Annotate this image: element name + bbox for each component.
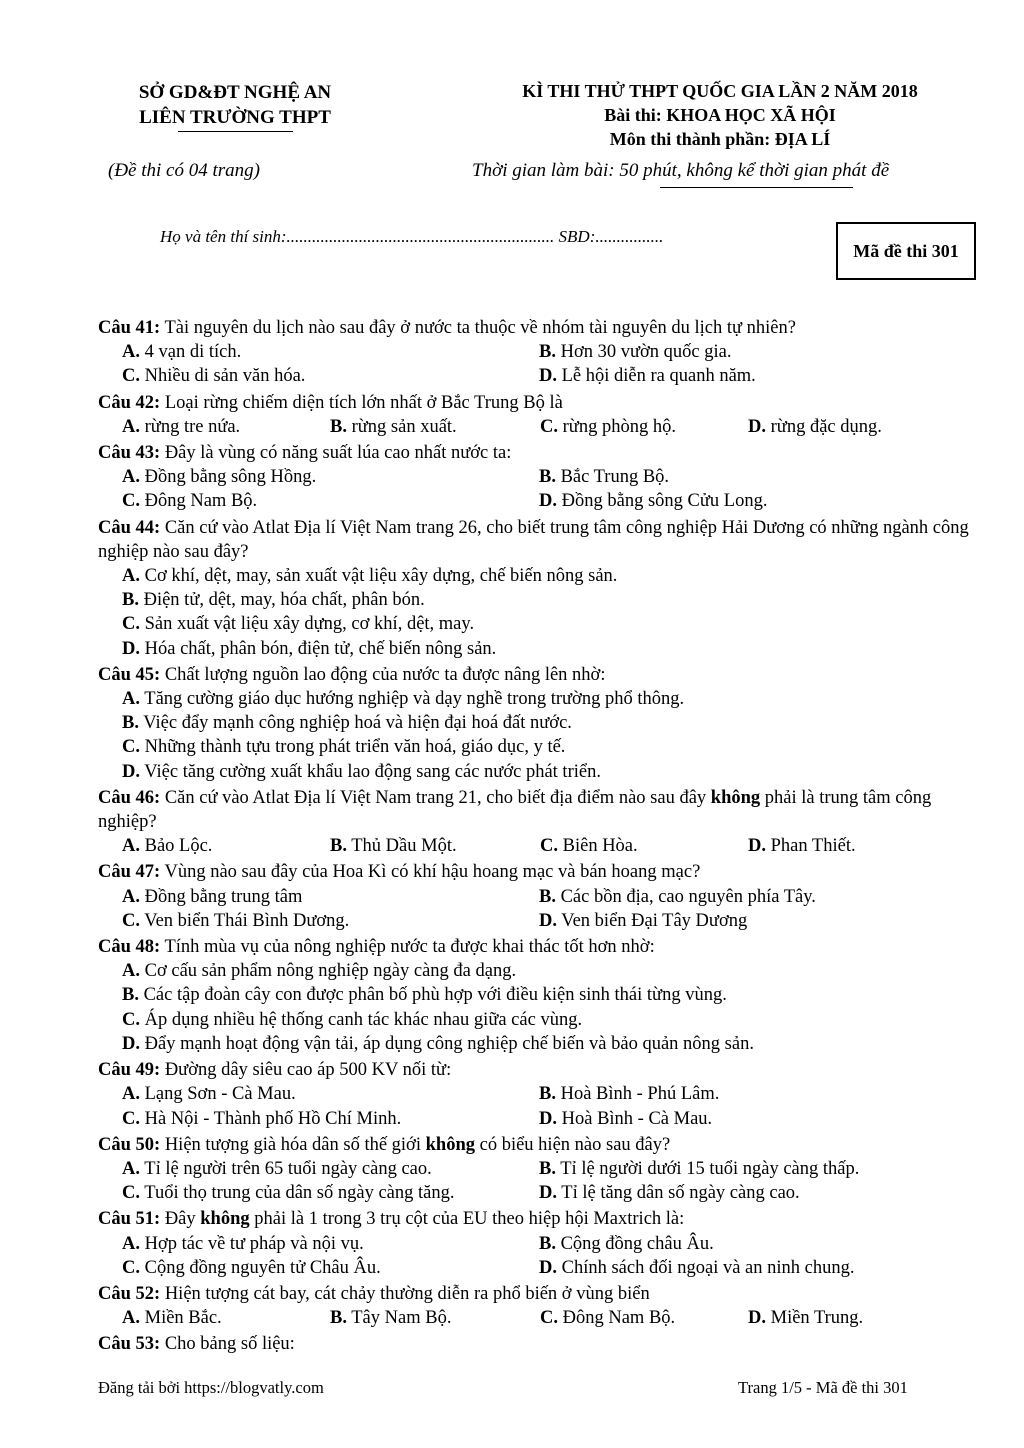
answer-option — [330, 415, 540, 439]
answer-option — [539, 1082, 979, 1106]
answer-options — [98, 1157, 988, 1205]
option-letter: D. — [122, 761, 140, 782]
answer-option — [122, 588, 988, 612]
option-text: 4 vạn di tích. — [140, 342, 242, 363]
question-stem — [98, 663, 988, 687]
question-50 — [98, 1133, 988, 1206]
exam-code-box — [836, 222, 976, 280]
option-text: Miền Trung. — [766, 1308, 864, 1329]
question-text: Tài nguyên du lịch nào sau đây ở nước ta thuộc về nhóm tài nguyên du lịch tự nhiên? — [160, 318, 796, 338]
answer-option — [122, 909, 539, 933]
option-text: Các bồn địa, cao nguyên phía Tây. — [555, 886, 816, 907]
question-label: Câu 47: — [98, 862, 161, 883]
answer-option — [122, 489, 539, 513]
question-text: Cho bảng số liệu: — [160, 1334, 295, 1355]
option-letter: A. — [122, 1084, 140, 1105]
answer-options — [98, 340, 988, 388]
option-text: Đồng bằng sông Cửu Long. — [557, 491, 768, 512]
footer-source: Đăng tải bởi https://blogvatly.com — [98, 1378, 324, 1397]
question-stem — [98, 1133, 988, 1157]
option-text: Bảo Lộc. — [140, 836, 213, 857]
time-underline — [660, 187, 853, 188]
option-letter: C. — [122, 614, 140, 635]
question-emphasis: không — [425, 1134, 475, 1155]
option-letter: B. — [122, 985, 139, 1006]
answer-option — [748, 834, 948, 858]
option-letter: A. — [122, 342, 140, 363]
option-text: Lễ hội diễn ra quanh năm. — [557, 366, 756, 387]
answer-option — [330, 834, 540, 858]
footer-page: Trang 1/5 - Mã đề thi 301 — [738, 1378, 908, 1397]
option-letter: B. — [539, 1158, 556, 1179]
answer-option — [122, 834, 330, 858]
option-text: Áp dụng nhiều hệ thống canh tác khác nhau giữa các vùng. — [140, 1009, 583, 1030]
option-text: Đẩy mạnh hoạt động vận tải, áp dụng công nghiệp chế biến và bảo quản nông sản. — [140, 1033, 754, 1054]
option-text: Ven biển Thái Bình Dương. — [140, 910, 350, 931]
school-underline — [178, 131, 293, 132]
option-text: rừng phòng hộ. — [558, 416, 676, 437]
option-letter: B. — [539, 1084, 556, 1105]
question-label: Câu 52: — [98, 1283, 161, 1304]
option-text: Hoà Bình - Phú Lâm. — [555, 1084, 720, 1105]
answer-option — [122, 1157, 539, 1181]
option-letter: C. — [122, 1009, 140, 1030]
answer-option — [539, 364, 979, 388]
question-text: Đường dây siêu cao áp 500 KV nối từ: — [160, 1060, 452, 1081]
option-text: Tỉ lệ người trên 65 tuổi ngày càng cao. — [140, 1158, 432, 1179]
question-42 — [98, 391, 988, 439]
option-text: Điện tử, dệt, may, hóa chất, phân bón. — [138, 590, 425, 611]
answer-option — [122, 711, 988, 735]
question-label: Câu 42: — [98, 392, 161, 413]
answer-option — [122, 612, 988, 636]
question-emphasis: không — [200, 1209, 250, 1230]
option-text: Hợp tác về tư pháp và nội vụ. — [140, 1233, 364, 1254]
question-text: Căn cứ vào Atlat Địa lí Việt Nam trang 21, cho biết địa điểm nào sau đây — [160, 787, 711, 808]
answer-option — [539, 340, 979, 364]
department-name: SỞ GD&ĐT NGHỆ AN — [138, 82, 332, 103]
option-text: Hơn 30 vườn quốc gia. — [555, 342, 732, 363]
option-text: Việc đẩy mạnh công nghiệp hoá và hiện đại hoá đất nước. — [138, 713, 572, 734]
answer-option — [540, 1306, 748, 1330]
option-letter: A. — [122, 836, 140, 857]
option-letter: A. — [122, 467, 140, 488]
option-letter: C. — [540, 1308, 558, 1329]
question-text: Căn cứ vào Atlat Địa lí Việt Nam trang 26, cho biết trung tâm công nghiệp Hải Dương có những ngành công nghiệp nào sau đây? — [98, 517, 969, 562]
option-text: Hoà Bình - Cà Mau. — [557, 1108, 713, 1129]
question-emphasis: không — [710, 787, 761, 808]
answer-option — [122, 1256, 539, 1280]
question-label: Câu 43: — [98, 443, 161, 464]
answer-option — [122, 564, 988, 588]
option-letter: D. — [748, 836, 766, 857]
question-stem — [98, 860, 988, 884]
option-letter: B. — [330, 836, 347, 857]
option-text: Miền Bắc. — [140, 1308, 222, 1329]
question-text: Hiện tượng già hóa dân số thế giới — [160, 1134, 426, 1155]
question-label: Câu 44: — [98, 517, 161, 538]
option-letter: D. — [748, 416, 766, 437]
question-text: Tính mùa vụ của nông nghiệp nước ta được khai thác tốt hơn nhờ: — [160, 937, 655, 958]
option-text: rừng tre nứa. — [140, 416, 241, 437]
option-letter: D. — [539, 366, 557, 387]
option-text: Hóa chất, phân bón, điện tử, chế biến nông sản. — [140, 638, 497, 659]
option-text: Những thành tựu trong phát triển văn hoá, giáo dục, y tế. — [140, 737, 566, 758]
answer-option — [122, 1232, 539, 1256]
option-letter: D. — [539, 491, 557, 512]
answer-option — [540, 415, 748, 439]
option-text: Các tập đoàn cây con được phân bố phù hợp với điều kiện sinh thái từng vùng. — [138, 985, 727, 1006]
question-52 — [98, 1282, 988, 1330]
question-51 — [98, 1207, 988, 1280]
option-text: Tỉ lệ người dưới 15 tuổi ngày càng thấp. — [555, 1158, 860, 1179]
option-letter: D. — [539, 910, 557, 931]
answer-option — [122, 364, 539, 388]
question-45 — [98, 663, 988, 784]
option-text: Cơ khí, dệt, may, sản xuất vật liệu xây dựng, chế biến nông sản. — [140, 566, 618, 587]
option-letter: B. — [330, 1308, 347, 1329]
answer-option — [539, 489, 979, 513]
exam-title: KÌ THI THỬ THPT QUỐC GIA LẦN 2 NĂM 2018 — [522, 81, 918, 101]
option-letter: D. — [539, 1257, 557, 1278]
option-letter: A. — [122, 961, 140, 982]
option-text: Cộng đồng châu Âu. — [555, 1233, 714, 1254]
option-text: Thủ Dầu Một. — [346, 836, 457, 857]
answer-options — [98, 959, 988, 1056]
question-text: Hiện tượng cát bay, cát chảy thường diễn ra phổ biến ở vùng biển — [160, 1283, 650, 1304]
answer-options — [98, 687, 988, 784]
answer-option — [122, 687, 988, 711]
option-text: Đông Nam Bộ. — [558, 1308, 676, 1329]
question-41 — [98, 316, 988, 389]
option-text: Đồng bằng sông Hồng. — [140, 467, 317, 488]
question-label: Câu 45: — [98, 664, 161, 685]
answer-option — [122, 340, 539, 364]
school-header — [90, 80, 380, 130]
option-text: Việc tăng cường xuất khẩu lao động sang các nước phát triển. — [140, 761, 601, 782]
option-letter: B. — [539, 342, 556, 363]
option-letter: C. — [122, 1257, 140, 1278]
question-text-cont: phải là 1 trong 3 trụ cột của EU theo hiệp hội Maxtrich là: — [249, 1209, 685, 1230]
option-text: Ven biển Đại Tây Dương — [557, 910, 748, 931]
question-49 — [98, 1058, 988, 1131]
option-letter: D. — [539, 1183, 557, 1204]
question-47 — [98, 860, 988, 933]
option-text: Cộng đồng nguyên tử Châu Âu. — [140, 1257, 381, 1278]
option-letter: A. — [122, 1233, 140, 1254]
answer-option — [122, 735, 988, 759]
question-stem — [98, 441, 988, 465]
option-letter: A. — [122, 689, 140, 710]
exam-subject-group: Bài thi: KHOA HỌC XÃ HỘI — [604, 105, 836, 125]
question-43 — [98, 441, 988, 514]
option-text: Đồng bằng trung tâm — [140, 886, 303, 907]
option-text: Nhiều di sản văn hóa. — [140, 366, 306, 387]
question-text: Chất lượng nguồn lao động của nước ta được nâng lên nhờ: — [160, 664, 606, 685]
option-letter: A. — [122, 416, 140, 437]
option-letter: D. — [122, 638, 140, 659]
question-text: Đây là vùng có năng suất lúa cao nhất nước ta: — [160, 443, 512, 464]
option-letter: B. — [122, 590, 139, 611]
question-stem — [98, 1282, 988, 1306]
option-text: Lạng Sơn - Cà Mau. — [140, 1084, 296, 1105]
answer-option — [122, 760, 988, 784]
question-stem — [98, 1332, 988, 1356]
option-text: Cơ cấu sản phẩm nông nghiệp ngày càng đa dạng. — [140, 961, 517, 982]
answer-option — [539, 1181, 979, 1205]
option-letter: C. — [122, 491, 140, 512]
option-letter: B. — [539, 886, 556, 907]
answer-option — [122, 1181, 539, 1205]
question-label: Câu 49: — [98, 1060, 161, 1081]
question-text-cont: có biểu hiện nào sau đây? — [475, 1134, 671, 1155]
question-label: Câu 51: — [98, 1209, 161, 1230]
option-letter: B. — [539, 1233, 556, 1254]
option-letter: C. — [122, 910, 140, 931]
option-text: rừng sản xuất. — [346, 416, 457, 437]
answer-option — [122, 1306, 330, 1330]
question-list — [98, 316, 988, 1359]
option-text: Tây Nam Bộ. — [346, 1308, 452, 1329]
answer-option — [122, 1107, 539, 1131]
option-letter: C. — [122, 366, 140, 387]
question-46 — [98, 786, 988, 859]
option-text: Bắc Trung Bộ. — [555, 467, 670, 488]
option-text: Sản xuất vật liệu xây dựng, cơ khí, dệt, may. — [140, 614, 475, 635]
option-letter: B. — [330, 416, 347, 437]
exam-header — [455, 79, 985, 151]
option-letter: D. — [122, 1033, 140, 1054]
option-letter: D. — [539, 1108, 557, 1129]
question-text-cont: phải là trung tâm công nghiệp? — [98, 787, 932, 833]
answer-options — [98, 1232, 988, 1280]
question-label: Câu 50: — [98, 1134, 161, 1155]
answer-options — [98, 465, 988, 513]
answer-option — [539, 1107, 979, 1131]
question-53 — [98, 1332, 988, 1356]
option-letter: A. — [122, 886, 140, 907]
answer-options — [98, 885, 988, 933]
answer-option — [122, 959, 988, 983]
answer-option — [122, 1082, 539, 1106]
answer-options — [98, 415, 988, 439]
answer-option — [330, 1306, 540, 1330]
option-letter: A. — [122, 1158, 140, 1179]
question-stem — [98, 516, 988, 564]
answer-options — [98, 1082, 988, 1130]
answer-option — [539, 1232, 979, 1256]
answer-option — [122, 415, 330, 439]
question-stem — [98, 935, 988, 959]
option-letter: A. — [122, 1308, 140, 1329]
option-text: Hà Nội - Thành phố Hồ Chí Minh. — [140, 1108, 402, 1129]
exam-code: Mã đề thi 301 — [853, 240, 959, 261]
option-letter: B. — [122, 713, 139, 734]
question-label: Câu 46: — [98, 787, 161, 808]
option-text: rừng đặc dụng. — [766, 416, 882, 437]
question-stem — [98, 1207, 988, 1231]
option-text: Tuổi thọ trung của dân số ngày càng tăng. — [140, 1183, 455, 1204]
answer-option — [539, 909, 979, 933]
option-letter: C. — [122, 1108, 140, 1129]
question-label: Câu 53: — [98, 1334, 161, 1355]
exam-subject: Môn thi thành phần: ĐỊA LÍ — [609, 129, 831, 149]
question-label: Câu 48: — [98, 937, 161, 958]
question-stem — [98, 316, 988, 340]
option-text: Tăng cường giáo dục hướng nghiệp và dạy nghề trong trường phổ thông. — [140, 689, 685, 710]
answer-option — [540, 834, 748, 858]
answer-option — [748, 415, 948, 439]
option-letter: C. — [122, 1183, 140, 1204]
answer-options — [98, 1306, 988, 1330]
option-text: Chính sách đối ngoại và an ninh chung. — [557, 1257, 855, 1278]
answer-option — [122, 983, 988, 1007]
option-text: Đông Nam Bộ. — [140, 491, 258, 512]
option-letter: A. — [122, 566, 140, 587]
time-note: Thời gian làm bài: 50 phút, không kể thời gian phát đề — [472, 160, 890, 181]
question-text: Đây — [160, 1209, 201, 1230]
answer-option — [539, 465, 979, 489]
candidate-info-line: Họ và tên thí sinh:............................................................... SBD:................ — [160, 227, 664, 246]
option-text: Biên Hòa. — [558, 836, 638, 857]
answer-option — [539, 1256, 979, 1280]
answer-options — [98, 834, 988, 858]
option-text: Phan Thiết. — [766, 836, 856, 857]
answer-option — [122, 1032, 988, 1056]
question-text: Vùng nào sau đây của Hoa Kì có khí hậu hoang mạc và bán hoang mạc? — [160, 862, 701, 883]
question-44 — [98, 516, 988, 661]
question-text: Loại rừng chiếm diện tích lớn nhất ở Bắc Trung Bộ là — [160, 392, 563, 413]
answer-option — [122, 465, 539, 489]
answer-option — [122, 1008, 988, 1032]
school-name: LIÊN TRƯỜNG THPT — [139, 107, 331, 128]
option-letter: C. — [122, 737, 140, 758]
answer-options — [98, 564, 988, 661]
option-letter: B. — [539, 467, 556, 488]
answer-option — [539, 885, 979, 909]
option-letter: D. — [748, 1308, 766, 1329]
question-stem — [98, 391, 988, 415]
answer-option — [539, 1157, 979, 1181]
answer-option — [122, 885, 539, 909]
question-48 — [98, 935, 988, 1056]
pages-note: (Đề thi có 04 trang) — [108, 160, 260, 181]
question-stem — [98, 1058, 988, 1082]
option-letter: C. — [540, 416, 558, 437]
question-label: Câu 41: — [98, 318, 161, 338]
question-stem — [98, 786, 988, 834]
option-text: Tỉ lệ tăng dân số ngày càng cao. — [557, 1183, 800, 1204]
option-letter: C. — [540, 836, 558, 857]
answer-option — [122, 637, 988, 661]
answer-option — [748, 1306, 948, 1330]
